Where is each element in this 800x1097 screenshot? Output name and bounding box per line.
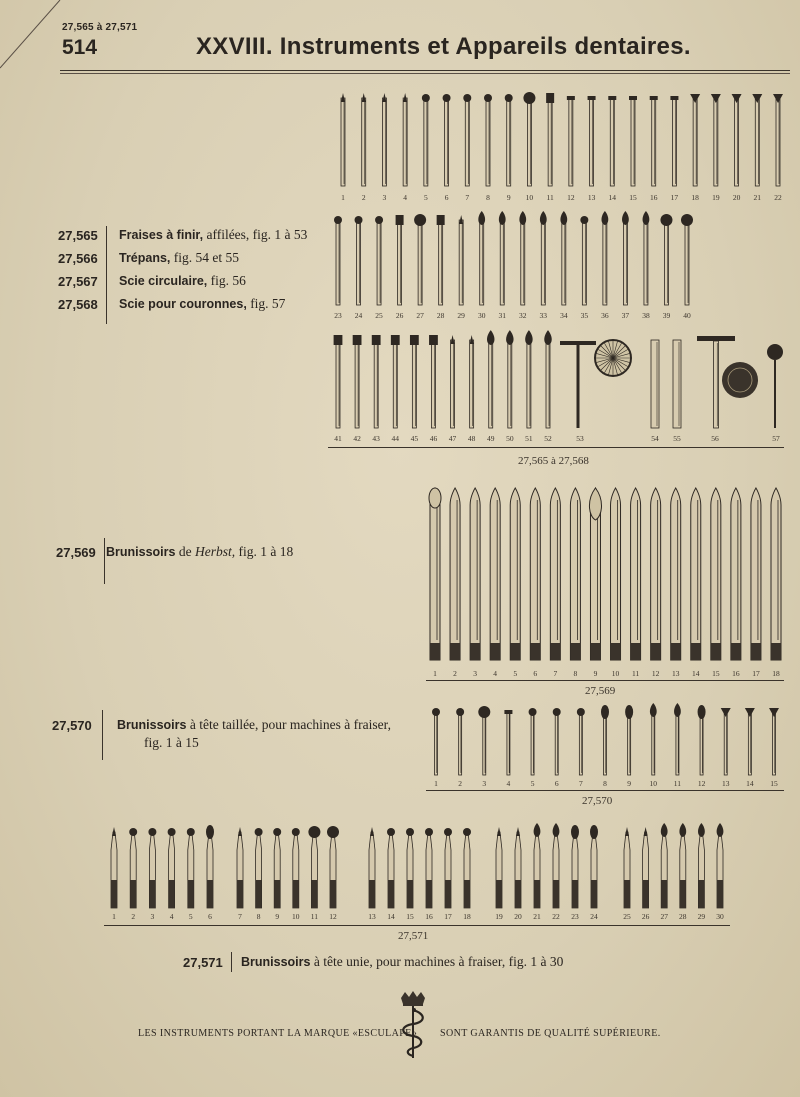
cut-head-burnisher-instrument bbox=[553, 708, 561, 775]
figure-number: 23 bbox=[571, 912, 579, 921]
finishing-bur-instrument bbox=[670, 96, 678, 186]
footer-left: LES INSTRUMENTS PORTANT LA MARQUE «ESCULAPE» bbox=[138, 1028, 418, 1039]
finishing-bur-instrument bbox=[608, 96, 616, 186]
figure-number: 15 bbox=[770, 779, 778, 788]
finishing-bur-instrument bbox=[372, 335, 381, 428]
figure-number: 12 bbox=[567, 193, 575, 202]
figure-number: 34 bbox=[560, 311, 568, 320]
plate-caption: 27,565 à 27,568 bbox=[518, 455, 589, 467]
finishing-bur-instrument bbox=[429, 335, 438, 428]
finishing-bur-instrument bbox=[422, 94, 430, 186]
figure-number: 24 bbox=[354, 311, 363, 320]
finishing-bur-instrument bbox=[643, 211, 650, 305]
finishing-bur-instrument bbox=[505, 94, 513, 186]
finishing-bur-instrument bbox=[334, 216, 342, 305]
figure-number: 37 bbox=[621, 311, 630, 320]
herbst-burnisher bbox=[711, 488, 721, 660]
figure-number: 30 bbox=[716, 912, 724, 921]
plain-head-burnisher bbox=[129, 828, 137, 908]
figure-number: 29 bbox=[457, 311, 465, 320]
figure-number: 25 bbox=[375, 311, 383, 320]
figure-number: 10 bbox=[611, 669, 620, 678]
finishing-bur-instrument bbox=[546, 93, 554, 186]
finishing-bur-instrument bbox=[525, 330, 532, 428]
figure-number: 13 bbox=[671, 669, 680, 678]
plain-head-burnisher bbox=[168, 828, 176, 908]
figure-number: 12 bbox=[697, 779, 706, 788]
finishing-bur-instrument bbox=[660, 214, 672, 305]
figure-number: 14 bbox=[692, 669, 700, 678]
figure-number: 26 bbox=[395, 311, 404, 320]
finishing-bur-instrument bbox=[382, 93, 386, 186]
figure-number: 36 bbox=[601, 311, 609, 320]
figure-number: 1 bbox=[433, 669, 437, 678]
figure-number: 7 bbox=[465, 193, 470, 202]
finishing-bur-instrument bbox=[622, 211, 629, 305]
figure-number: 23 bbox=[334, 311, 342, 320]
entry-description: Brunissoirs à tête taillée, pour machines à fraiser, bbox=[117, 717, 391, 732]
cut-head-burnisher-instrument bbox=[432, 708, 440, 775]
herbst-burnisher bbox=[490, 488, 500, 660]
figure-number: 1 bbox=[341, 193, 345, 202]
figure-number: 27 bbox=[660, 912, 668, 921]
figure-number: 10 bbox=[649, 779, 658, 788]
figure-number: 11 bbox=[310, 912, 319, 921]
plain-head-burnisher bbox=[661, 823, 668, 908]
herbst-burnisher bbox=[631, 488, 641, 660]
figure-number: 27 bbox=[416, 311, 424, 320]
cut-head-burnisher-instrument bbox=[674, 703, 681, 775]
figure-number: 3 bbox=[482, 779, 487, 788]
figure-number: 25 bbox=[623, 912, 631, 921]
figure-number: 55 bbox=[673, 434, 681, 443]
plain-head-burnisher bbox=[273, 828, 281, 908]
cut-head-burnisher-instrument bbox=[745, 708, 755, 775]
figure-number: 40 bbox=[683, 311, 691, 320]
figure-number: 8 bbox=[256, 912, 261, 921]
figure-number: 17 bbox=[444, 912, 452, 921]
figure-number: 26 bbox=[641, 912, 650, 921]
plain-head-burnisher bbox=[515, 827, 521, 908]
figure-number: 7 bbox=[578, 779, 583, 788]
entry-number: 27,571 bbox=[183, 955, 223, 970]
finishing-bur-instrument bbox=[588, 96, 596, 186]
plain-head-burnisher bbox=[534, 823, 541, 908]
figure-number: 49 bbox=[486, 434, 495, 443]
cut-head-burnisher-instrument bbox=[601, 705, 609, 775]
figure-number: 6 bbox=[444, 193, 449, 202]
figure-number: 9 bbox=[593, 669, 598, 678]
figure-number: 12 bbox=[651, 669, 660, 678]
finishing-bur-instrument bbox=[410, 335, 419, 428]
plain-head-burnisher bbox=[327, 826, 339, 908]
finishing-bur-instrument bbox=[519, 211, 526, 305]
plain-head-burnisher bbox=[255, 828, 263, 908]
figure-number: 11 bbox=[673, 779, 682, 788]
cut-head-burnisher-instrument bbox=[577, 708, 585, 775]
finishing-bur-instrument bbox=[470, 335, 474, 428]
herbst-burnisher bbox=[589, 488, 601, 660]
finishing-bur-instrument bbox=[487, 330, 494, 428]
finishing-bur-instrument bbox=[451, 335, 455, 428]
figure-number: 1 bbox=[434, 779, 438, 788]
figure-number: 48 bbox=[467, 434, 476, 443]
cut-head-burnisher-instrument bbox=[504, 710, 512, 775]
entry-number: 27,570 bbox=[52, 718, 92, 733]
figure-number: 20 bbox=[514, 912, 522, 921]
figure-number: 35 bbox=[580, 311, 589, 320]
finishing-bur-instrument bbox=[560, 211, 567, 305]
figure-number: 4 bbox=[493, 669, 498, 678]
herbst-burnisher bbox=[429, 488, 441, 660]
footer-right: SONT GARANTIS DE QUALITÉ SUPÉRIEURE. bbox=[440, 1028, 661, 1039]
plate-caption: 27,570 bbox=[582, 795, 613, 807]
finishing-bur-instrument bbox=[396, 215, 404, 305]
finishing-bur-instrument bbox=[478, 211, 485, 305]
plain-head-burnisher bbox=[308, 826, 320, 908]
figure-number: 30 bbox=[477, 311, 486, 320]
page-title: XXVIII. Instruments et Appareils dentaires. bbox=[196, 33, 691, 60]
plate-rule bbox=[328, 447, 784, 448]
page-number: 514 bbox=[62, 36, 98, 59]
finishing-bur-instrument bbox=[732, 94, 742, 186]
figure-number: 4 bbox=[506, 779, 511, 788]
cut-head-burnisher-instrument bbox=[769, 708, 779, 775]
plain-head-burnisher bbox=[679, 823, 686, 908]
finishing-bur-instrument bbox=[650, 96, 658, 186]
plain-head-burnisher bbox=[387, 828, 395, 908]
figure-number: 4 bbox=[403, 193, 408, 202]
figure-number: 28 bbox=[436, 311, 445, 320]
plate-rule bbox=[426, 680, 784, 681]
figure-number: 15 bbox=[629, 193, 637, 202]
figure-number: 8 bbox=[603, 779, 607, 788]
herbst-burnisher bbox=[530, 488, 540, 660]
finishing-bur-instrument bbox=[601, 211, 608, 305]
figure-number: 54 bbox=[651, 434, 659, 443]
figure-number: 17 bbox=[752, 669, 760, 678]
figure-number: 57 bbox=[772, 434, 780, 443]
entry-number: 27,569 bbox=[56, 545, 96, 560]
figure-number: 17 bbox=[670, 193, 679, 202]
figure-number: 56 bbox=[711, 434, 719, 443]
figure-number: 2 bbox=[453, 669, 457, 678]
figure-number: 10 bbox=[525, 193, 534, 202]
figure-number: 6 bbox=[533, 669, 538, 678]
figure-number: 22 bbox=[774, 193, 782, 202]
figure-number: 53 bbox=[576, 434, 584, 443]
figure-number: 51 bbox=[525, 434, 533, 443]
plain-head-burnisher bbox=[206, 825, 214, 908]
finishing-bur-instrument bbox=[544, 330, 551, 428]
finishing-bur-instrument bbox=[752, 94, 762, 186]
plain-head-burnisher bbox=[624, 827, 630, 908]
figure-number: 10 bbox=[292, 912, 300, 921]
entry-description: Scie pour couronnes, fig. 57 bbox=[119, 296, 286, 311]
plain-head-burnisher bbox=[369, 827, 375, 908]
figure-number: 5 bbox=[423, 193, 428, 202]
plate-rule bbox=[426, 790, 784, 791]
figure-number: 2 bbox=[131, 912, 136, 921]
figure-number: 24 bbox=[590, 912, 598, 921]
cut-head-burnisher-instrument bbox=[721, 708, 731, 775]
figure-number: 2 bbox=[458, 779, 463, 788]
figure-number: 6 bbox=[554, 779, 559, 788]
entry-number: 27,567 bbox=[58, 274, 98, 289]
figure-number: 7 bbox=[553, 669, 558, 678]
figure-number: 38 bbox=[642, 311, 650, 320]
finishing-bur-instrument bbox=[690, 94, 700, 186]
plain-head-burnisher bbox=[590, 825, 598, 908]
herbst-burnisher bbox=[651, 488, 661, 660]
figure-number: 9 bbox=[275, 912, 280, 921]
herbst-burnisher bbox=[731, 488, 741, 660]
plate-caption: 27,569 bbox=[585, 685, 616, 697]
finishing-bur-instrument bbox=[580, 216, 588, 305]
figure-number: 14 bbox=[746, 779, 754, 788]
finishing-bur-instrument bbox=[334, 335, 343, 428]
figure-number: 21 bbox=[533, 912, 541, 921]
figure-number: 16 bbox=[732, 669, 740, 678]
figure-number: 20 bbox=[732, 193, 741, 202]
cut-head-burnisher-instrument bbox=[478, 706, 490, 775]
herbst-burnisher bbox=[611, 488, 621, 660]
cut-head-burnisher-instrument bbox=[698, 705, 706, 775]
figure-number: 43 bbox=[372, 434, 380, 443]
finishing-bur-instrument bbox=[414, 214, 426, 305]
finishing-bur-instrument bbox=[484, 94, 492, 186]
entry-description: Scie circulaire, fig. 56 bbox=[119, 273, 246, 288]
figure-number: 44 bbox=[391, 434, 400, 443]
figure-number: 3 bbox=[382, 193, 387, 202]
herbst-burnisher bbox=[470, 488, 480, 660]
entry-number: 27,566 bbox=[58, 251, 98, 266]
finishing-bur-instrument bbox=[443, 94, 451, 186]
entry-description-cont: fig. 1 à 15 bbox=[144, 735, 199, 750]
herbst-burnisher bbox=[550, 488, 560, 660]
esculape-logo bbox=[396, 990, 430, 1062]
figure-number: 14 bbox=[608, 193, 617, 202]
finishing-bur-instrument bbox=[681, 214, 693, 305]
figure-number: 18 bbox=[772, 669, 780, 678]
plate-caption: 27,571 bbox=[398, 930, 429, 942]
figure-number: 45 bbox=[410, 434, 419, 443]
finishing-bur-instrument bbox=[362, 93, 366, 186]
figure-number: 33 bbox=[539, 311, 548, 320]
cut-head-burnisher-instrument bbox=[625, 705, 633, 775]
finishing-bur-instrument bbox=[391, 335, 400, 428]
figure-number: 22 bbox=[552, 912, 560, 921]
figure-number: 11 bbox=[631, 669, 640, 678]
finishing-bur-instrument bbox=[403, 93, 407, 186]
plate-rule bbox=[104, 925, 730, 926]
plain-head-burnisher bbox=[406, 828, 414, 908]
herbst-burnisher bbox=[510, 488, 520, 660]
finishing-bur-instrument bbox=[629, 96, 637, 186]
figure-number: 19 bbox=[495, 912, 503, 921]
figure-number: 16 bbox=[425, 912, 433, 921]
plain-head-burnisher bbox=[148, 828, 156, 908]
herbst-burnisher bbox=[751, 488, 761, 660]
figure-number: 8 bbox=[486, 193, 490, 202]
plain-head-burnisher bbox=[237, 827, 243, 908]
plain-head-burnisher bbox=[444, 828, 452, 908]
entry-description: Brunissoirs à tête unie, pour machines à fraiser, fig. 1 à 30 bbox=[241, 954, 564, 969]
figure-number: 3 bbox=[473, 669, 477, 678]
cut-head-burnisher-instrument bbox=[650, 703, 657, 775]
herbst-burnisher bbox=[771, 488, 781, 660]
figure-number: 31 bbox=[498, 311, 506, 320]
figure-number: 41 bbox=[334, 434, 342, 443]
figure-number: 5 bbox=[513, 669, 518, 678]
plain-head-burnisher bbox=[643, 827, 649, 908]
circular-saw-and-trephines bbox=[560, 336, 783, 428]
finishing-bur-instrument bbox=[540, 211, 547, 305]
figure-number: 52 bbox=[544, 434, 552, 443]
plain-head-burnisher bbox=[111, 827, 117, 908]
plain-head-burnisher bbox=[496, 827, 502, 908]
plain-head-burnisher bbox=[425, 828, 433, 908]
finishing-bur-instrument bbox=[353, 335, 362, 428]
finishing-bur-instrument bbox=[506, 330, 513, 428]
herbst-burnisher bbox=[671, 488, 681, 660]
figure-number: 12 bbox=[329, 912, 337, 921]
figure-number: 21 bbox=[753, 193, 762, 202]
finishing-bur-instrument bbox=[711, 94, 721, 186]
herbst-burnisher bbox=[570, 488, 580, 660]
figure-number: 13 bbox=[587, 193, 596, 202]
figure-number: 18 bbox=[691, 193, 699, 202]
entry-description: Brunissoirs de Herbst, fig. 1 à 18 bbox=[106, 544, 294, 559]
entry-description: Trépans, fig. 54 et 55 bbox=[119, 250, 240, 265]
cut-head-burnisher-instrument bbox=[456, 708, 464, 775]
finishing-bur-instrument bbox=[499, 211, 506, 305]
finishing-bur-instrument bbox=[567, 96, 575, 186]
figure-number: 5 bbox=[530, 779, 535, 788]
figure-number: 28 bbox=[679, 912, 687, 921]
figure-number: 3 bbox=[150, 912, 155, 921]
finishing-bur-instrument bbox=[463, 94, 471, 186]
plain-head-burnisher bbox=[571, 825, 579, 908]
figure-number: 19 bbox=[712, 193, 720, 202]
figure-number: 46 bbox=[429, 434, 438, 443]
figure-number: 1 bbox=[112, 912, 116, 921]
plain-head-burnisher bbox=[698, 823, 705, 908]
entry-number: 27,565 bbox=[58, 228, 98, 243]
plain-head-burnisher bbox=[553, 823, 560, 908]
figure-number: 8 bbox=[573, 669, 578, 678]
figure-number: 42 bbox=[353, 434, 361, 443]
figure-number: 29 bbox=[697, 912, 706, 921]
finishing-bur-instrument bbox=[355, 216, 363, 305]
figure-number: 5 bbox=[188, 912, 193, 921]
entry-number: 27,568 bbox=[58, 297, 98, 312]
figure-number: 13 bbox=[368, 912, 376, 921]
figure-number: 9 bbox=[627, 779, 632, 788]
finishing-bur-instrument bbox=[459, 215, 463, 305]
figure-number: 7 bbox=[238, 912, 242, 921]
figure-number: 9 bbox=[506, 193, 511, 202]
plain-head-burnisher bbox=[463, 828, 471, 908]
figure-number: 6 bbox=[208, 912, 212, 921]
figure-number: 13 bbox=[721, 779, 730, 788]
finishing-bur-instrument bbox=[341, 93, 345, 186]
plain-head-burnisher bbox=[717, 823, 724, 908]
figure-number: 47 bbox=[448, 434, 457, 443]
figure-number: 14 bbox=[387, 912, 395, 921]
finishing-bur-instrument bbox=[437, 215, 445, 305]
figure-number: 32 bbox=[519, 311, 527, 320]
plain-head-burnisher bbox=[187, 828, 195, 908]
cut-head-burnisher-instrument bbox=[529, 708, 537, 775]
figure-number: 50 bbox=[506, 434, 514, 443]
figure-number: 15 bbox=[406, 912, 414, 921]
figure-number: 16 bbox=[649, 193, 658, 202]
plain-head-burnisher bbox=[292, 828, 300, 908]
page-range: 27,565 à 27,571 bbox=[62, 22, 138, 33]
finishing-bur-instrument bbox=[375, 216, 383, 305]
figure-number: 15 bbox=[712, 669, 720, 678]
figure-number: 39 bbox=[662, 311, 671, 320]
figure-number: 11 bbox=[546, 193, 554, 202]
finishing-bur-instrument bbox=[773, 94, 783, 186]
figure-number: 2 bbox=[361, 193, 366, 202]
finishing-bur-instrument bbox=[523, 92, 535, 186]
figure-number: 4 bbox=[169, 912, 174, 921]
entry-description: Fraises à finir, affilées, fig. 1 à 53 bbox=[119, 227, 308, 242]
figure-number: 18 bbox=[463, 912, 471, 921]
herbst-burnisher bbox=[450, 488, 460, 660]
herbst-burnisher bbox=[691, 488, 701, 660]
